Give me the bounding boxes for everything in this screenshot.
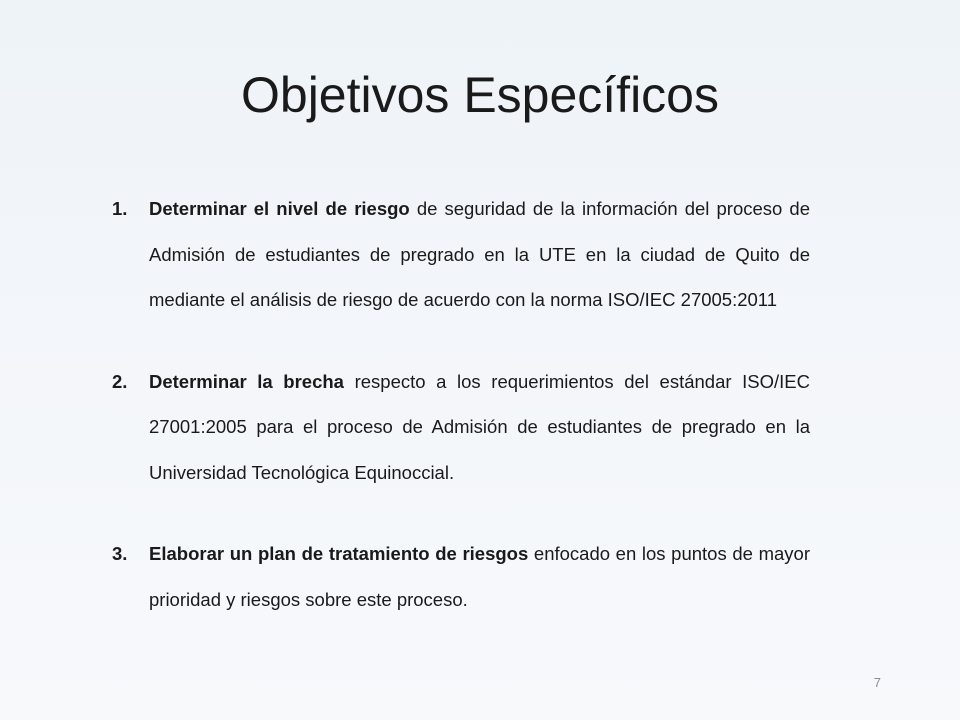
slide-title: Objetivos Específicos — [241, 67, 719, 123]
objective-text: respecto a los requerimientos del estándar ISO/IEC 27001:2005 para el proceso de Admisión de estudiantes de pregrado en la Universidad Tecnológica Equinoccial. — [149, 370, 810, 483]
objective-item-3 — [112, 531, 810, 622]
objective-item-2 — [112, 359, 810, 496]
objective-number: 2. — [112, 370, 128, 392]
objective-lead: Determinar la brecha — [149, 370, 344, 392]
objective-item-1 — [112, 186, 810, 323]
objective-text: enfocado en los puntos de mayor prioridad y riesgos sobre este proceso. — [149, 543, 810, 610]
objective-number: 3. — [112, 543, 128, 564]
objectives-list — [112, 186, 810, 622]
objective-lead: Determinar el nivel de riesgo — [149, 198, 410, 219]
objective-number: 1. — [112, 198, 128, 219]
objective-lead: Elaborar un plan de tratamiento de riesgos — [149, 543, 529, 564]
page-number: 7 — [873, 675, 881, 690]
objective-text: de seguridad de la información del proceso de Admisión de estudiantes de pregrado en la UTE en la ciudad de Quito de mediante el análisis de riesgo de acuerdo con la norma ISO/IEC 27005:2011 — [149, 198, 810, 310]
